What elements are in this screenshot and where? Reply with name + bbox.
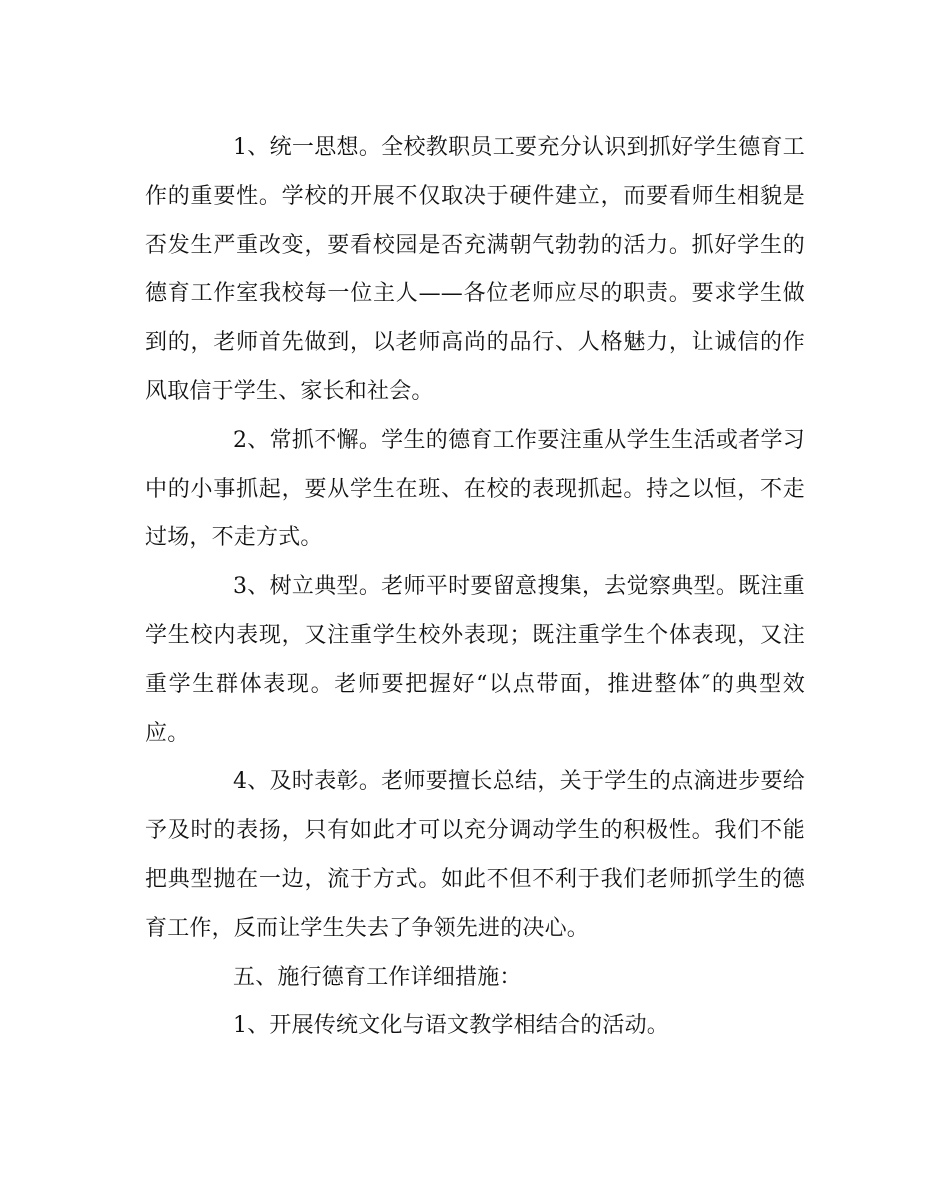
paragraph-persistent-effort: 2、常抓不懈。学生的德育工作要注重从学生生活或者学习中的小事抓起，要从学生在班、在校的表现抓起。持之以恒，不走过场，不走方式。 (145, 427, 805, 551)
paragraph-set-examples: 3、树立典型。老师平时要留意搜集，去觉察典型。既注重学生校内表现，又注重学生校外表现；既注重学生个体表现，又注重学生群体表现。老师要把握好“以点带面，推进整体″的典型效应。 (145, 574, 805, 746)
paragraph-measure-1: 1、开展传统文化与语文教学相结合的活动。 (233, 1013, 669, 1039)
section-heading-measures: 五、施行德育工作详细措施： (233, 964, 522, 990)
paragraph-unify-thought: 1、统一思想。全校教职员工要充分认识到抓好学生德育工作的重要性。学校的开展不仅取决于硬件建立，而要看师生相貌是否发生严重改变，要看校园是否充满朝气勃勃的活力。抓好学生的德育工作室我校每一位主人——各位老师应尽的职责。要求学生做到的，老师首先做到，以老师高尚的品行、人格魅力，让诚信的作风取信于学生、家长和社会。 (145, 135, 805, 404)
document-body (145, 124, 805, 1051)
paragraph-timely-praise: 4、及时表彰。老师要擅长总结，关于学生的点滴进步要给予及时的表扬，只有如此才可以充分调动学生的积极性。我们不能把典型抛在一边，流于方式。如此不但不利于我们老师抓学生的德育工作，反而让学生失去了争领先进的决心。 (145, 769, 805, 941)
